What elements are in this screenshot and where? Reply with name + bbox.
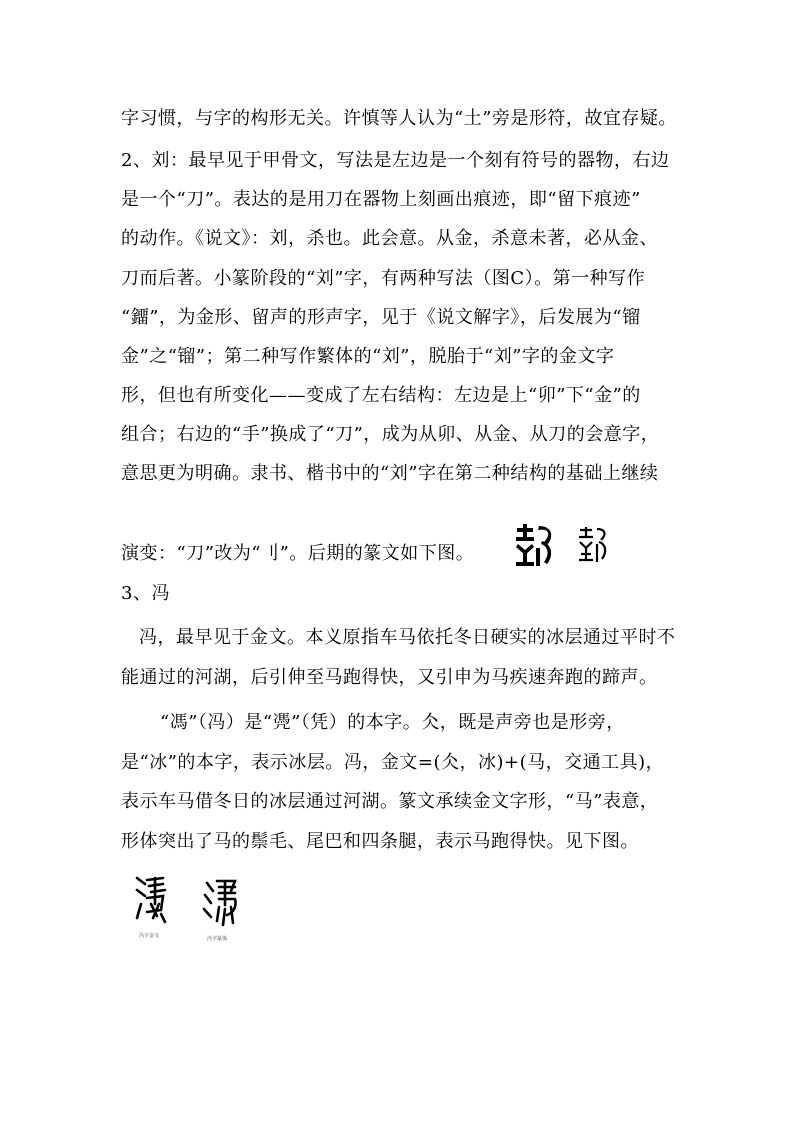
paragraph-line: 意思更为明确。隶书、楷书中的“刘”字在第二种结构的基础上继续: [121, 463, 659, 484]
paragraph-line: 表示车马借冬日的冰层通过河湖。篆文承续金文字形，“马”表意，: [121, 791, 659, 812]
svg-text:·: ·: [599, 560, 600, 564]
seal-script-liu-image: [514, 524, 556, 568]
figure-caption: 冯字篆体: [207, 936, 228, 942]
paragraph-line: 2、刘：最早见于甲骨文，写法是左边是一个刻有符号的器物，右边: [121, 150, 670, 171]
paragraph-line: 字习惯，与字的构形无关。许慎等人认为“土”旁是形符，故宜存疑。: [121, 108, 677, 129]
section-heading: 3、冯: [121, 583, 170, 604]
paragraph-line: 刀而后著。小篆阶段的“刘”字，有两种写法（图C）。第一种写作: [121, 268, 646, 289]
paragraph-line: 是一个“刀”。表达的是用刀在器物上刻画出痕迹，即“留下痕迹”: [121, 189, 641, 210]
paragraph-line: 演变：“刀”改为“刂”。后期的篆文如下图。: [121, 543, 475, 564]
seal-script-feng-image: [201, 877, 241, 931]
paragraph-line: “鐂”，为金形、留声的形声字，见于《说文解字》，后发展为“镏: [121, 307, 641, 328]
paragraph-line: 冯，最早见于金文。本义原指车马依托冬日硬实的冰层通过平时不: [139, 627, 676, 648]
paragraph-line: 形，但也有所变化——变成了左右结构：左边是上“卯”下“金”的: [121, 385, 641, 406]
paragraph-line: 是“冰”的本字，表示冰层。冯，金文=(仌，冰)+(马，交通工具)，: [121, 752, 665, 773]
paragraph-line: 金”之“镏”；第二种写作繁体的“刘”，脱胎于“刘”字的金文字: [121, 346, 615, 367]
bronze-script-feng-image: [133, 874, 167, 930]
paragraph-line: 形体突出了马的鬃毛、尾巴和四条腿，表示马跑得快。见下图。: [121, 831, 639, 852]
figure-caption: 冯字金文: [139, 933, 160, 939]
paragraph-line: 的动作。《说文》：刘，杀也。此会意。从金，杀意未著，必从金、: [121, 228, 658, 249]
paragraph-line: 能通过的河湖，后引伸至马跑得快，又引申为马疾速奔跑的蹄声。: [121, 667, 658, 688]
paragraph-line: 组合；右边的“手”换成了“刀”，成为从卯、从金、从刀的会意字，: [121, 424, 660, 445]
seal-script-liu-image: [577, 526, 611, 564]
paragraph-line: “馮”（冯）是“凴”（凭）的本字。仌，既是声旁也是形旁，: [160, 712, 625, 733]
